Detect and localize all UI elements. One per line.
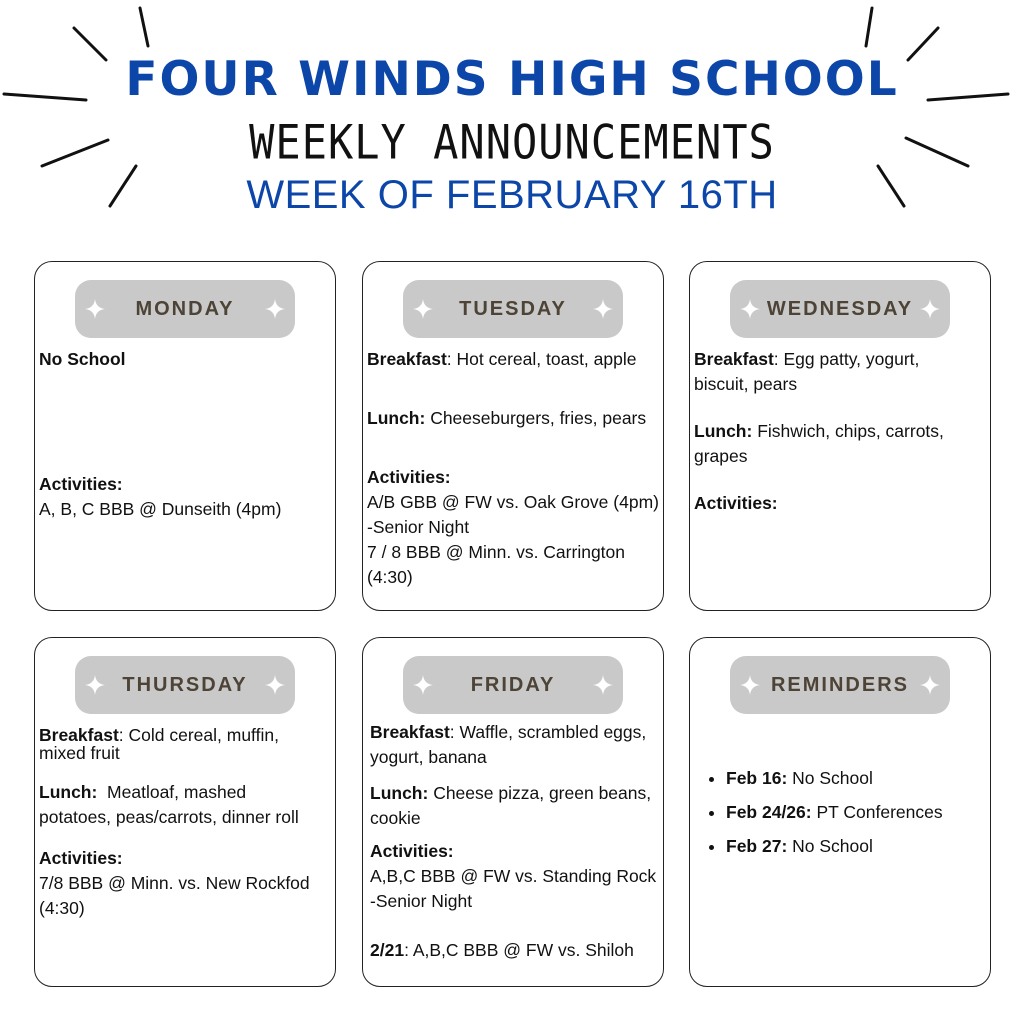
- week-subtitle: WEEK OF FEBRUARY 16TH: [246, 173, 778, 217]
- monday-header-pill: [75, 280, 295, 338]
- lunch-text-cont: cookie: [370, 808, 421, 828]
- wednesday-card: [689, 261, 991, 611]
- sparkle-icon: [265, 299, 285, 319]
- friday-card: [362, 637, 664, 987]
- breakfast-text: : Cold cereal, muffin,: [118, 725, 279, 745]
- sparkle-icon: [85, 299, 105, 319]
- day-label: TUESDAY: [459, 297, 567, 320]
- activity-item: A,B,C BBB @ FW vs. Standing Rock: [370, 866, 657, 886]
- sparkle-icon: [413, 675, 433, 695]
- lunch-text: Cheese pizza, green beans,: [428, 783, 652, 803]
- breakfast-label: Breakfast: [694, 349, 774, 369]
- friday-header-pill: [403, 656, 623, 714]
- day-label: THURSDAY: [122, 673, 248, 696]
- breakfast-text-cont: biscuit, pears: [694, 374, 798, 394]
- activity-item: -Senior Night: [367, 517, 470, 537]
- lunch-line: [694, 419, 986, 444]
- lunch-text: Meatloaf, mashed: [97, 782, 247, 802]
- reminders-card: [689, 637, 991, 987]
- reminder-text: No School: [787, 768, 873, 788]
- breakfast-text-cont: yogurt, banana: [370, 747, 487, 767]
- tuesday-header-pill: [403, 280, 623, 338]
- breakfast-line: [39, 726, 331, 744]
- day-label: WEDNESDAY: [766, 297, 914, 320]
- lunch-text: Fishwich, chips, carrots,: [752, 421, 944, 441]
- reminder-item: [726, 766, 986, 791]
- lunch-label: Lunch:: [370, 783, 429, 803]
- breakfast-text: : Waffle, scrambled eggs,: [449, 722, 647, 742]
- activities-label: Activities:: [694, 493, 778, 513]
- breakfast-label: Breakfast: [370, 722, 450, 742]
- activity-item: 7/8 BBB @ Minn. vs. New Rockfod: [39, 873, 310, 893]
- day-label: FRIDAY: [470, 673, 556, 696]
- breakfast-line: [367, 347, 659, 372]
- thursday-card: [34, 637, 336, 987]
- breakfast-label: Breakfast: [367, 349, 447, 369]
- reminder-item: [726, 834, 986, 859]
- monday-card: [34, 261, 336, 611]
- sparkle-icon: [593, 675, 613, 695]
- breakfast-line: [370, 720, 659, 745]
- sparkle-icon: [593, 299, 613, 319]
- activities-label: Activities:: [370, 841, 454, 861]
- lunch-label: Lunch:: [694, 421, 753, 441]
- tuesday-card: [362, 261, 664, 611]
- page-title: WEEKLY ANNOUNCEMENTS: [249, 115, 775, 170]
- no-school-note: No School: [39, 349, 126, 369]
- breakfast-text: : Hot cereal, toast, apple: [446, 349, 637, 369]
- lunch-text: Cheeseburgers, fries, pears: [425, 408, 647, 428]
- sparkle-icon: [265, 675, 285, 695]
- day-label: MONDAY: [135, 297, 235, 320]
- activity-item: A, B, C BBB @ Dunseith (4pm): [39, 499, 282, 519]
- activities-label: Activities:: [367, 467, 451, 487]
- activities-label: Activities:: [39, 474, 123, 494]
- lunch-line: [39, 780, 331, 805]
- reminders-header-pill: [730, 656, 950, 714]
- breakfast-line: [694, 347, 986, 372]
- thursday-content: [39, 726, 331, 921]
- sparkle-icon: [920, 299, 940, 319]
- reminder-date: Feb 27:: [726, 836, 788, 856]
- breakfast-text: : Egg patty, yogurt,: [773, 349, 920, 369]
- lunch-line: [370, 781, 659, 806]
- lunch-text-cont: potatoes, peas/carrots, dinner roll: [39, 807, 299, 827]
- friday-content: [370, 720, 659, 963]
- activity-item: (4:30): [39, 898, 85, 918]
- monday-content: [39, 347, 331, 522]
- activities-label: Activities:: [39, 848, 123, 868]
- reminder-text: No School: [787, 836, 873, 856]
- reminder-date: Feb 16:: [726, 768, 788, 788]
- reminder-item: [726, 800, 986, 825]
- lunch-label: Lunch:: [367, 408, 426, 428]
- lunch-text-cont: grapes: [694, 446, 748, 466]
- thursday-header-pill: [75, 656, 295, 714]
- day-label: REMINDERS: [770, 673, 909, 696]
- activity-item: A/B GBB @ FW vs. Oak Grove (4pm): [367, 492, 659, 512]
- lunch-line: [367, 406, 659, 431]
- sparkle-icon: [85, 675, 105, 695]
- sparkle-icon: [740, 299, 760, 319]
- extra-activity-text: : A,B,C BBB @ FW vs. Shiloh: [404, 940, 634, 960]
- activity-item: 7 / 8 BBB @ Minn. vs. Carrington: [367, 542, 626, 562]
- lunch-label: Lunch:: [39, 782, 98, 802]
- activity-item: -Senior Night: [370, 891, 473, 911]
- extra-date-label: 2/21: [370, 940, 405, 960]
- sparkle-icon: [413, 299, 433, 319]
- breakfast-label: Breakfast: [39, 725, 119, 745]
- activity-item: (4:30): [367, 567, 413, 587]
- wednesday-content: [694, 347, 986, 516]
- breakfast-text-cont: mixed fruit: [39, 743, 120, 763]
- page-header: [0, 0, 1024, 240]
- sparkle-icon: [740, 675, 760, 695]
- wednesday-header-pill: [730, 280, 950, 338]
- reminder-date: Feb 24/26:: [726, 802, 812, 822]
- reminder-text: PT Conferences: [811, 802, 943, 822]
- reminders-list: [694, 766, 986, 868]
- school-name: FOUR WINDS HIGH SCHOOL: [125, 52, 899, 107]
- tuesday-content: [367, 347, 659, 590]
- extra-activity-line: [370, 938, 659, 963]
- sparkle-icon: [920, 675, 940, 695]
